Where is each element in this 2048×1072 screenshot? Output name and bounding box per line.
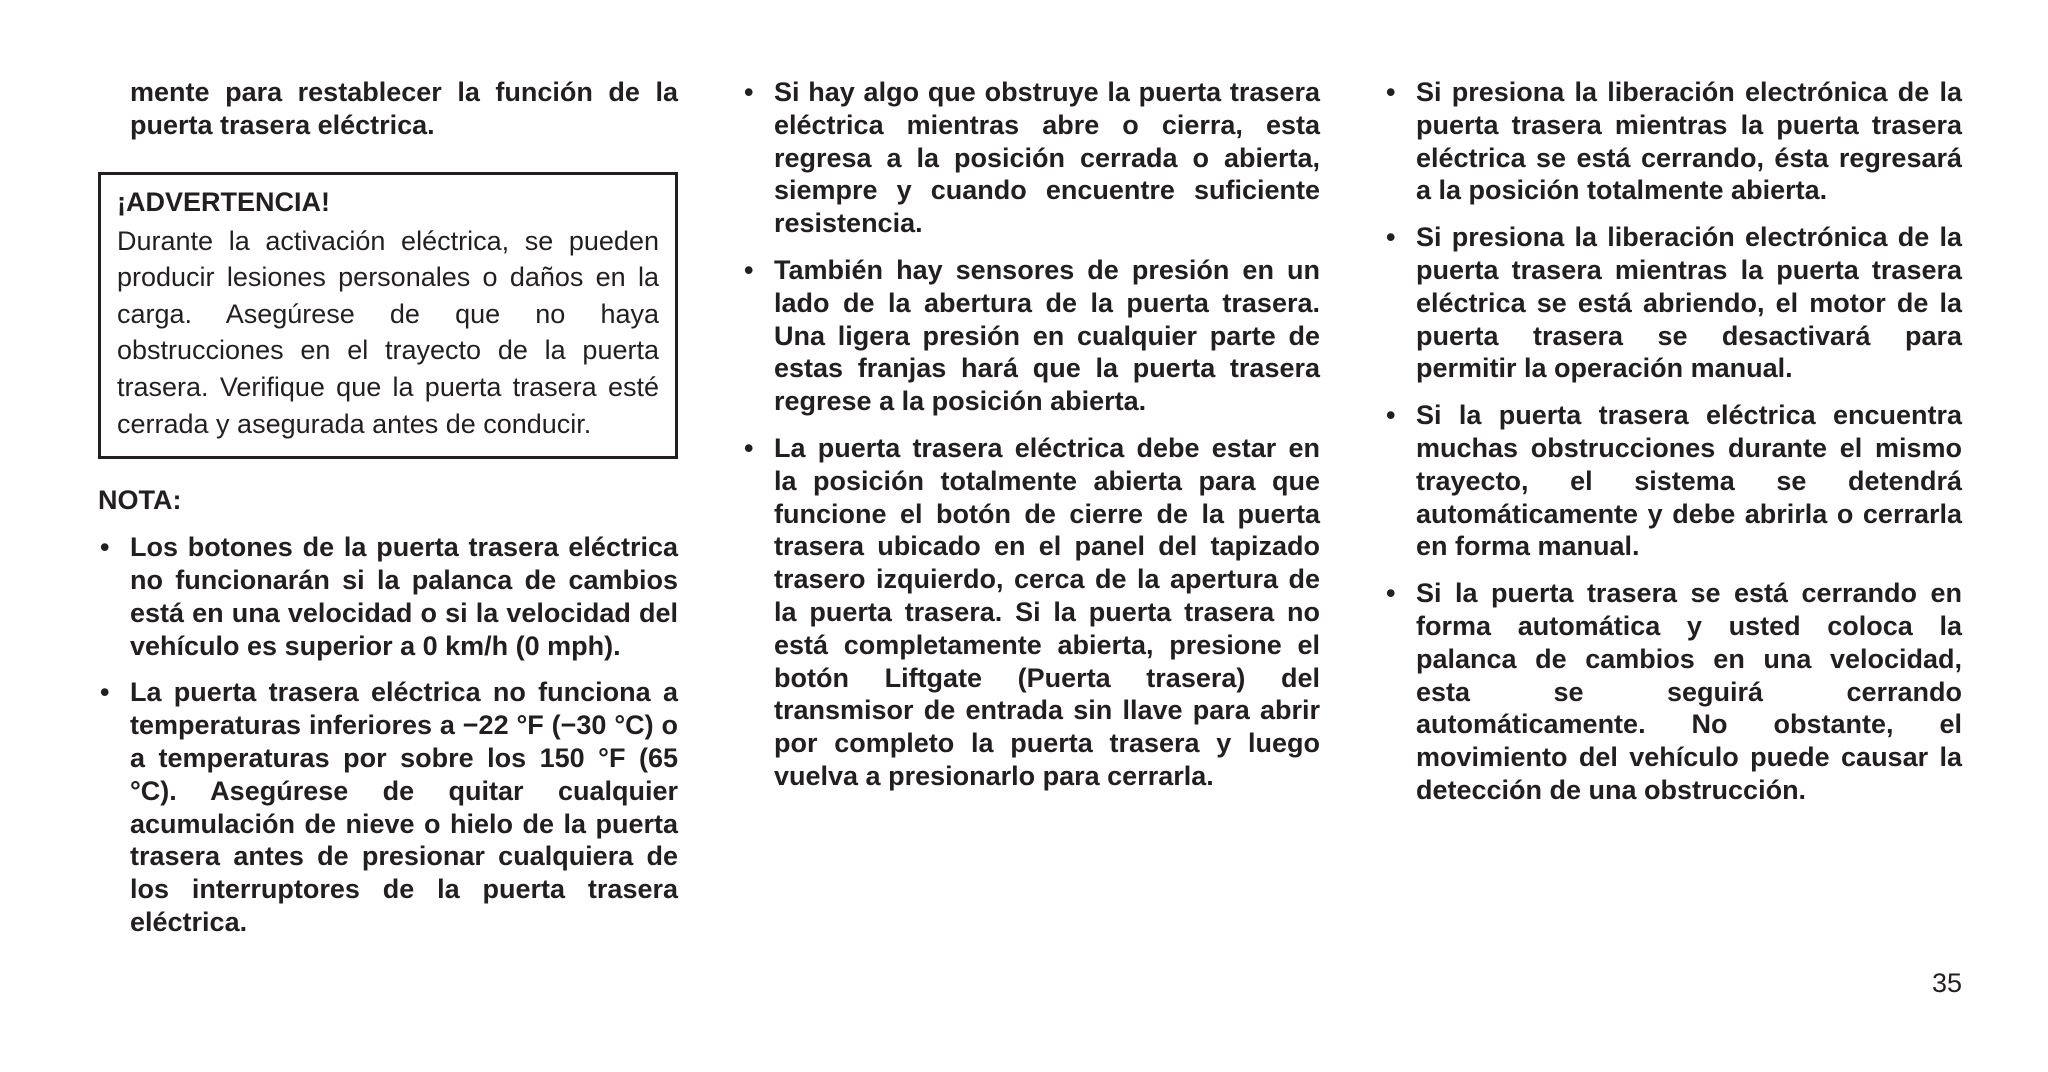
list-item <box>742 76 1320 240</box>
column-left <box>98 76 678 953</box>
bullet-icon: • <box>1386 400 1396 431</box>
list-item-text: Si hay algo que obstruye la puerta trasera eléctrica mientras abre o cierra, esta regresa a la posición cerrada o abierta, siempre y cuando encuentre suficiente resistencia. <box>774 77 1320 239</box>
list-item-text: Los botones de la puerta trasera eléctrica no funcionarán si la palanca de cambios está en una velocidad o si la velocidad del vehículo es superior a 0 km/h (0 mph). <box>130 532 678 661</box>
bullet-icon: • <box>100 677 110 708</box>
page-number: 35 <box>1931 968 1962 998</box>
warning-text: Durante la activación eléctrica, se pueden producir lesiones personales o daños en la carga. Asegúrese de que no haya obstrucciones en el trayecto de la puerta trasera. Verifique que la puerta trasera esté cerrada y asegurada antes de conducir. <box>117 225 659 439</box>
bullet-icon: • <box>744 77 754 107</box>
bullet-icon: • <box>744 254 754 285</box>
bullet-icon: • <box>1386 222 1396 253</box>
warning-box <box>98 172 678 460</box>
bullet-icon: • <box>1386 77 1396 107</box>
list-item <box>742 432 1320 793</box>
list-item <box>98 531 678 662</box>
list-item <box>1384 577 1962 807</box>
list-item <box>1384 221 1962 385</box>
lead-paragraph: mente para restablecer la función de la puerta trasera eléctrica. <box>130 77 678 140</box>
list-item <box>742 254 1320 418</box>
list-item <box>98 676 678 938</box>
list-item-text: La puerta trasera eléctrica no funciona a temperaturas inferiores a −22 °F (−30 °C) o a temperaturas por sobre los 150 °F (65 °C). Asegúrese de quitar cualquier acumulación de nieve o hielo de la puerta trasera antes de presionar cualquiera de los interruptores de la puerta trasera eléctrica. <box>130 677 678 937</box>
list-item-text: Si la puerta trasera se está cerrando en forma automática y usted coloca la palanca de cambios en una velocidad, esta se seguirá cerrando automáticamente. No obstante, el movimiento del vehículo puede causar la detección de una obstrucción. <box>1416 578 1962 805</box>
list-item-text: Si presiona la liberación electrónica de la puerta trasera mientras la puerta trasera eléctrica se está cerrando, ésta regresará a la posición totalmente abierta. <box>1416 77 1962 206</box>
column-middle <box>742 76 1320 807</box>
list-item <box>1384 76 1962 207</box>
bullet-list-middle <box>742 76 1320 793</box>
note-bullet-list <box>98 531 678 939</box>
bullet-icon: • <box>744 432 754 463</box>
list-item <box>1384 399 1962 563</box>
bullet-icon: • <box>100 532 110 563</box>
bullet-list-right <box>1384 76 1962 807</box>
list-item-text: Si presiona la liberación electrónica de la puerta trasera mientras la puerta trasera eléctrica se está abriendo, el motor de la puerta trasera se desactivará para permitir la operación manual. <box>1416 222 1962 384</box>
warning-title: ¡ADVERTENCIA! <box>117 186 330 217</box>
list-item-text: También hay sensores de presión en un lado de la abertura de la puerta trasera. Una ligera presión en cualquier parte de estas franjas hará que la puerta trasera regrese a la posición abierta. <box>774 254 1320 417</box>
note-label: NOTA: <box>98 485 182 516</box>
column-right <box>1384 76 1962 821</box>
list-item-text: Si la puerta trasera eléctrica encuentra muchas obstrucciones durante el mismo trayecto, el sistema se detendrá automáticamente y debe abrirla o cerrarla en forma manual. <box>1416 400 1962 562</box>
bullet-icon: • <box>1386 578 1396 609</box>
list-item-text: La puerta trasera eléctrica debe estar en la posición totalmente abierta para que funcione el botón de cierre de la puerta trasera ubicado en el panel del tapizado trasero izquierdo, cerca de la apertura de la puerta trasera. Si la puerta trasera no está completamente abierta, presione el botón Liftgate (Puerta trasera) del transmisor de entrada sin llave para abrir por completo la puerta trasera y luego vuelva a presionarlo para cerrarla. <box>774 432 1320 791</box>
